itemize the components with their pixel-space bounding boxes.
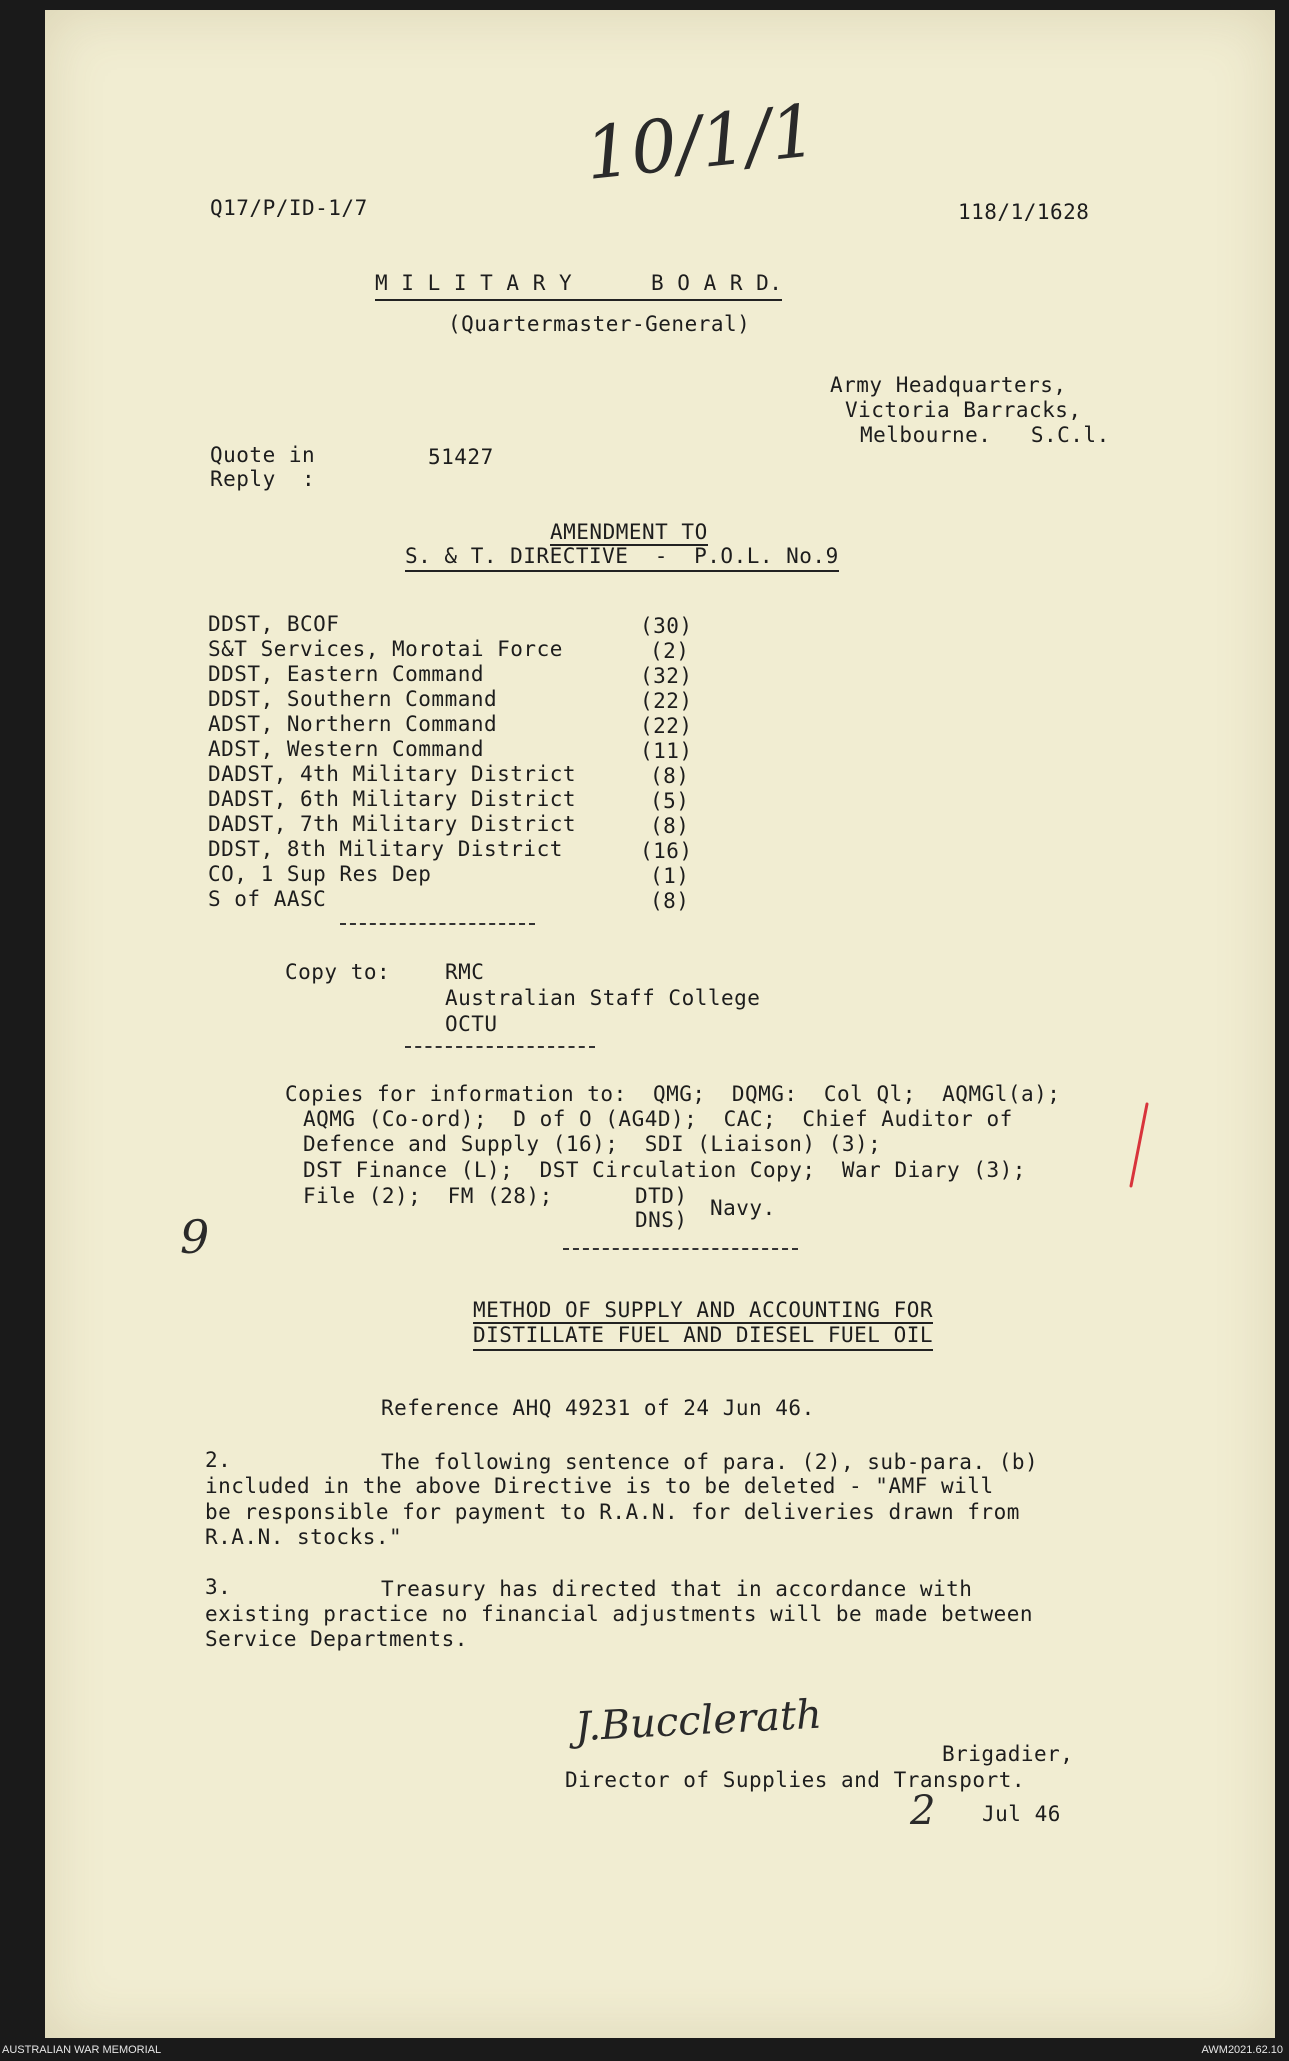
navy-label: Navy. <box>710 1196 776 1220</box>
para-2-line: included in the above Directive is to be deleted - "AMF will <box>205 1474 994 1498</box>
copies-info-line: File (2); FM (28); <box>303 1184 553 1208</box>
archive-footer <box>0 2040 1289 2061</box>
distribution-name: DDST, Eastern Command <box>208 662 485 686</box>
address-line-3: Melbourne. S.C.l. <box>860 423 1110 447</box>
distribution-count: (5) <box>650 789 690 813</box>
copies-info-line: DST Finance (L); DST Circulation Copy; War Diary (3); <box>303 1158 1026 1182</box>
copy-to-item: RMC <box>445 960 485 984</box>
board-title: M I L I T A R Y B O A R D. <box>375 271 782 301</box>
distribution-name: DADST, 7th Military District <box>208 812 577 836</box>
handwritten-file-number: 10/1/1 <box>581 88 821 196</box>
distribution-count: (8) <box>650 814 690 838</box>
footer-right-label: AWM2021.62.10 <box>1201 2044 1283 2056</box>
distribution-name: DDST, Southern Command <box>208 687 498 711</box>
quote-label-2: Reply : <box>210 467 316 491</box>
address-line-2: Victoria Barracks, <box>845 398 1082 422</box>
copy-to-item: Australian Staff College <box>445 986 761 1010</box>
document-page <box>45 10 1275 2038</box>
para-2-number: 2. <box>205 1448 232 1472</box>
distribution-name: S of AASC <box>208 887 327 911</box>
copy-to-item: OCTU <box>445 1012 498 1036</box>
distribution-count: (16) <box>640 839 693 863</box>
distribution-count: (2) <box>650 639 690 663</box>
red-tick-mark-icon <box>1125 1100 1155 1190</box>
board-subtitle: (Quartermaster-General) <box>448 312 751 336</box>
reference-line: Reference AHQ 49231 of 24 Jun 46. <box>381 1396 815 1420</box>
para-3-line: existing practice no financial adjustments will be made between <box>205 1602 1034 1626</box>
divider-dashes <box>563 1248 798 1250</box>
navy-dtd: DTD) <box>635 1184 688 1208</box>
copies-info-line: Copies for information to: QMG; DQMG: Col Ql; AQMGl(a); <box>285 1082 1061 1106</box>
distribution-name: CO, 1 Sup Res Dep <box>208 862 432 886</box>
distribution-count: (22) <box>640 689 693 713</box>
subject-line-2: S. & T. DIRECTIVE - P.O.L. No.9 <box>405 544 839 572</box>
navy-dns: DNS) <box>635 1208 688 1232</box>
distribution-name: DDST, BCOF <box>208 612 340 636</box>
para-2-line: be responsible for payment to R.A.N. for deliveries drawn from <box>205 1500 1020 1524</box>
distribution-name: S&T Services, Morotai Force <box>208 637 563 661</box>
subject-line-1: AMENDMENT TO <box>550 520 708 544</box>
distribution-name: ADST, Western Command <box>208 737 485 761</box>
copy-to-label: Copy to: <box>285 960 391 984</box>
signature-title: Director of Supplies and Transport. <box>565 1768 1026 1792</box>
distribution-count: (1) <box>650 864 690 888</box>
footer-left-label: AUSTRALIAN WAR MEMORIAL <box>2 2044 162 2056</box>
distribution-count: (11) <box>640 739 693 763</box>
para-2-line: R.A.N. stocks." <box>205 1525 403 1549</box>
distribution-name: DADST, 4th Military District <box>208 762 577 786</box>
distribution-name: DADST, 6th Military District <box>208 787 577 811</box>
copies-info-line: Defence and Supply (16); SDI (Liaison) (3); <box>303 1132 882 1156</box>
address-line-1: Army Headquarters, <box>830 373 1067 397</box>
quote-label-1: Quote in <box>210 443 316 467</box>
distribution-count: (8) <box>650 764 690 788</box>
para-2-line: The following sentence of para. (2), sub-para. (b) <box>381 1450 1039 1474</box>
margin-note: 9 <box>180 1210 210 1264</box>
distribution-count: (8) <box>650 889 690 913</box>
distribution-count: (32) <box>640 664 693 688</box>
distribution-name: DDST, 8th Military District <box>208 837 563 861</box>
divider-dashes <box>340 923 535 925</box>
quote-number: 51427 <box>428 445 494 469</box>
divider-dashes <box>405 1046 595 1048</box>
para-3-line: Service Departments. <box>205 1627 468 1651</box>
para-3-number: 3. <box>205 1575 232 1599</box>
file-ref-right: 118/1/1628 <box>958 200 1090 224</box>
signature-date-day: 2 <box>910 1788 936 1834</box>
distribution-count: (30) <box>640 614 693 638</box>
handwritten-signature: J.Bucclerath <box>573 1691 823 1751</box>
copies-info-line: AQMG (Co-ord); D of O (AG4D); CAC; Chief Auditor of <box>303 1107 1013 1131</box>
para-3-line: Treasury has directed that in accordance with <box>381 1577 973 1601</box>
distribution-count: (22) <box>640 714 693 738</box>
signature-date: Jul 46 <box>982 1802 1061 1826</box>
section-heading-line-1: METHOD OF SUPPLY AND ACCOUNTING FOR <box>473 1298 934 1322</box>
file-ref-left: Q17/P/ID-1/7 <box>210 196 368 220</box>
distribution-name: ADST, Northern Command <box>208 712 498 736</box>
signature-rank: Brigadier, <box>942 1742 1074 1766</box>
section-heading-line-2: DISTILLATE FUEL AND DIESEL FUEL OIL <box>473 1323 933 1351</box>
